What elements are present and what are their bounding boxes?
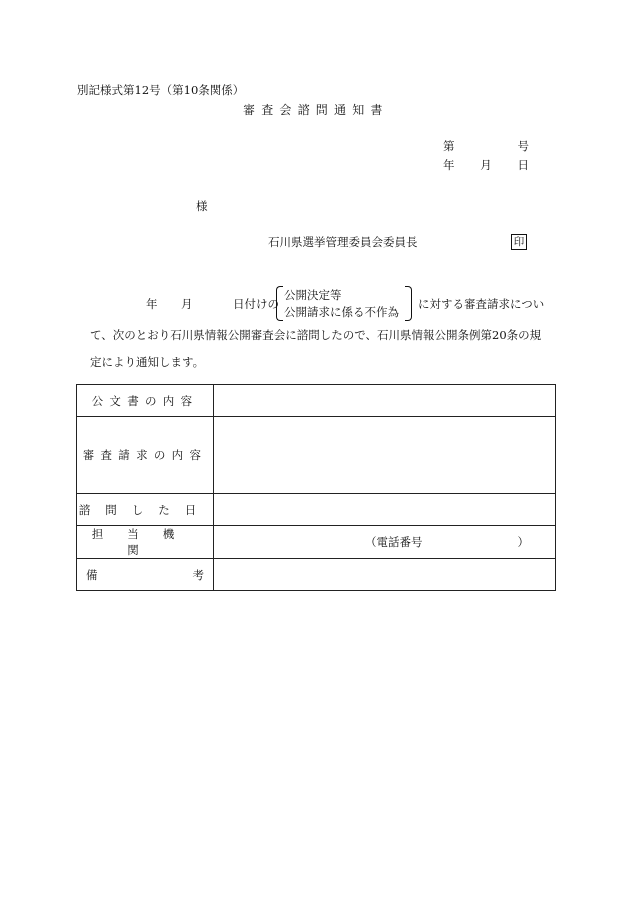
body-date-year: 年 xyxy=(146,297,158,311)
issue-date-month: 月 xyxy=(480,158,492,172)
document-content-label: 公文書の内容 xyxy=(91,393,199,408)
number-suffix: 号 xyxy=(517,139,529,153)
issue-date-day: 日 xyxy=(517,158,529,172)
responsible-agency-label: 担当機関 xyxy=(91,527,199,557)
phone-close: ） xyxy=(517,535,529,549)
request-content-field[interactable] xyxy=(214,417,556,494)
document-content-field[interactable] xyxy=(214,385,556,417)
phone-open: （電話番号 xyxy=(365,535,423,549)
document-number xyxy=(443,141,529,153)
inquiry-date-label: 諮問した日 xyxy=(78,502,212,517)
inquiry-date-field[interactable] xyxy=(214,494,556,526)
option-inaction: 公開請求に係る不作為 xyxy=(284,305,399,319)
row-label xyxy=(77,526,214,559)
left-bracket xyxy=(276,286,283,321)
form-reference: 別記様式第12号（第10条関係） xyxy=(77,83,245,97)
table-row xyxy=(77,526,556,559)
sender-title: 石川県選挙管理委員会委員長 xyxy=(268,235,418,249)
right-bracket xyxy=(405,286,412,321)
remarks-field[interactable] xyxy=(214,559,556,591)
table-row xyxy=(77,559,556,591)
row-label xyxy=(77,559,214,591)
seal-mark: 印 xyxy=(511,234,527,250)
number-prefix: 第 xyxy=(443,139,455,153)
remarks-label-right: 考 xyxy=(192,567,204,582)
option-disclosure-decision: 公開決定等 xyxy=(284,288,342,302)
row-label xyxy=(77,417,214,494)
request-content-label: 審査請求の内容 xyxy=(82,448,208,462)
body-date-month: 月 xyxy=(181,297,193,311)
body-date-suffix: 日付けの xyxy=(233,297,279,311)
row-label xyxy=(77,494,214,526)
table-row xyxy=(77,417,556,494)
responsible-agency-field[interactable] xyxy=(214,526,556,559)
body-line-1-rest: に対する審査請求につい xyxy=(418,297,545,311)
remarks-label-left: 備 xyxy=(86,567,98,582)
notification-table xyxy=(76,384,556,591)
document-title: 審査会諮問通知書 xyxy=(243,103,389,117)
row-label xyxy=(77,385,214,417)
table-row xyxy=(77,385,556,417)
table-row xyxy=(77,494,556,526)
body-line-3: 定により通知します。 xyxy=(90,355,205,369)
addressee-honorific: 様 xyxy=(196,199,208,213)
issue-date-year: 年 xyxy=(443,158,455,172)
body-line-2: て、次のとおり石川県情報公開審査会に諮問したので、石川県情報公開条例第20条の規 xyxy=(90,328,542,342)
issue-date xyxy=(443,160,529,172)
